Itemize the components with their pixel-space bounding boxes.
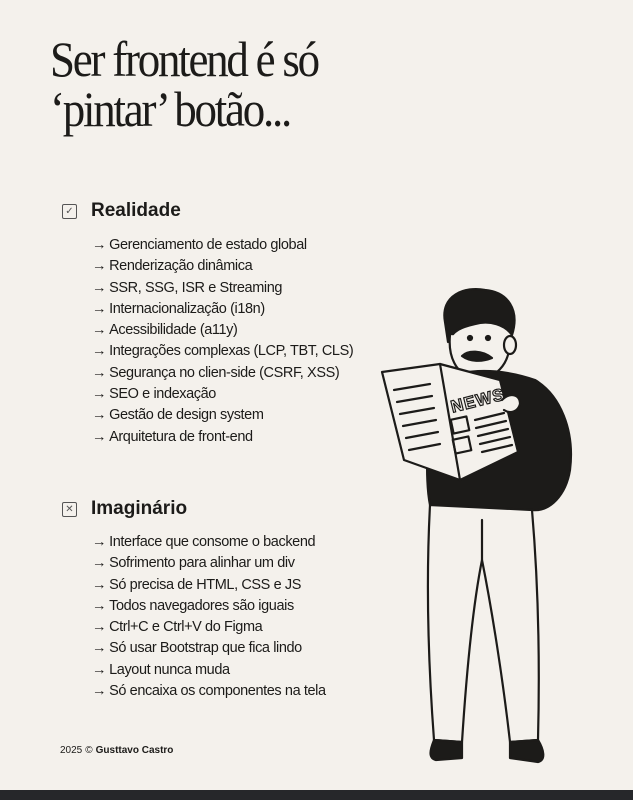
- arrow-right-icon: →: [92, 343, 107, 360]
- newspaper-headline: NEWS: [448, 384, 507, 417]
- list-item: [92, 427, 353, 448]
- list-item: [92, 575, 326, 596]
- legs: [428, 505, 539, 742]
- list-item-text: Acessibilidade (a11y): [109, 322, 238, 339]
- imaginary-list: [92, 532, 326, 702]
- list-item-text: Só encaixa os componentes na tela: [109, 683, 326, 700]
- list-item: [92, 617, 326, 638]
- arrow-right-icon: →: [92, 364, 107, 381]
- list-item-text: Internacionalização (i18n): [109, 300, 265, 317]
- arrow-right-icon: →: [92, 386, 107, 403]
- copyright-icon: ©: [85, 745, 93, 756]
- imaginary-header: [62, 498, 187, 520]
- title-line-2: ‘pintar’ botão...: [50, 81, 290, 137]
- list-item-text: SSR, SSG, ISR e Streaming: [109, 279, 283, 296]
- arrow-right-icon: →: [92, 597, 107, 614]
- list-item: [92, 235, 353, 256]
- arrow-right-icon: →: [92, 407, 107, 424]
- arrow-right-icon: →: [92, 237, 107, 253]
- shoe: [431, 740, 463, 760]
- man-reading-newspaper-illustration: [370, 280, 585, 775]
- arrow-right-icon: →: [92, 300, 107, 317]
- page-title: [50, 31, 318, 137]
- list-item-text: Interface que consome o backend: [109, 534, 316, 550]
- arrow-right-icon: →: [92, 576, 107, 593]
- arrow-right-icon: →: [92, 683, 107, 700]
- list-item-text: SEO e indexação: [109, 386, 216, 403]
- arrow-right-icon: →: [92, 640, 107, 657]
- reality-header: [62, 200, 181, 222]
- list-item: [92, 341, 353, 362]
- list-item: [92, 299, 353, 320]
- list-item-text: Gestão de design system: [109, 407, 264, 424]
- ear: [504, 336, 516, 354]
- list-item: [92, 384, 353, 405]
- list-item: [92, 638, 326, 659]
- list-item-text: Renderização dinâmica: [109, 258, 253, 275]
- checkbox-x-icon: ✕: [62, 502, 77, 517]
- title-line-1: Ser frontend é só: [50, 31, 318, 87]
- arrow-right-icon: →: [92, 534, 107, 550]
- list-item: [92, 681, 326, 702]
- footer: [60, 745, 173, 756]
- checkbox-check-icon: ✓: [62, 204, 77, 219]
- eye: [468, 336, 472, 340]
- arrow-right-icon: →: [92, 279, 107, 296]
- list-item-text: Arquitetura de front-end: [109, 428, 253, 445]
- arrow-right-icon: →: [92, 661, 107, 678]
- imaginary-heading: Imaginário: [91, 498, 188, 519]
- bottom-bar: [0, 790, 633, 800]
- list-item: [92, 405, 353, 426]
- list-item: [92, 553, 326, 574]
- list-item-text: Segurança no clien-side (CSRF, XSS): [109, 364, 340, 381]
- eye: [486, 336, 490, 340]
- list-item-text: Todos navegadores são iguais: [109, 597, 294, 614]
- arrow-right-icon: →: [92, 555, 107, 572]
- list-item: [92, 320, 353, 341]
- list-item-text: Ctrl+C e Ctrl+V do Figma: [109, 619, 263, 636]
- list-item-text: Gerenciamento de estado global: [109, 237, 307, 253]
- list-item: [92, 660, 326, 681]
- list-item-text: Layout nunca muda: [109, 661, 230, 678]
- arrow-right-icon: →: [92, 322, 107, 339]
- list-item: [92, 596, 326, 617]
- footer-author: Gusttavo Castro: [95, 745, 174, 756]
- arrow-right-icon: →: [92, 428, 107, 445]
- list-item: [92, 256, 353, 277]
- hair: [444, 289, 514, 342]
- list-item: [92, 532, 326, 553]
- reality-heading: Realidade: [91, 200, 181, 221]
- arrow-right-icon: →: [92, 258, 107, 275]
- arrow-right-icon: →: [92, 619, 107, 636]
- list-item-text: Só precisa de HTML, CSS e JS: [109, 576, 301, 593]
- list-item-text: Sofrimento para alinhar um div: [109, 555, 295, 572]
- list-item: [92, 363, 353, 384]
- list-item-text: Integrações complexas (LCP, TBT, CLS): [109, 343, 354, 360]
- list-item-text: Só usar Bootstrap que fica lindo: [109, 640, 302, 657]
- footer-year: 2025: [60, 745, 83, 756]
- shoe: [510, 740, 543, 762]
- reality-list: [92, 235, 353, 448]
- list-item: [92, 278, 353, 299]
